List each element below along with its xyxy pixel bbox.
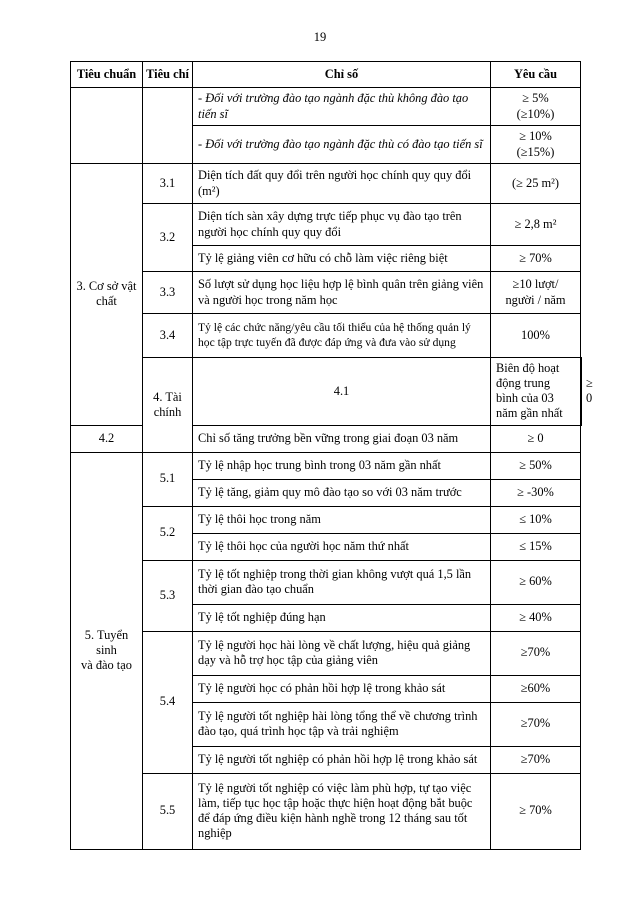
requirement-cell: ≥ 70% xyxy=(491,246,581,272)
indicator-cell: - Đối với trường đào tạo ngành đặc thù không đào tạo tiến sĩ xyxy=(193,88,491,126)
standard-cell: 5. Tuyển sinh và đào tạo xyxy=(71,452,143,849)
requirement-cell: ≥70% xyxy=(491,746,581,773)
indicator-cell: Tỷ lệ tăng, giảm quy mô đào tạo so với 03 năm trước xyxy=(193,479,491,506)
requirement-cell: ≥70% xyxy=(491,702,581,746)
requirement-cell: ≥ 0 xyxy=(491,425,581,452)
indicator-cell: Tỷ lệ giảng viên cơ hữu có chỗ làm việc riêng biệt xyxy=(193,246,491,272)
requirement-cell: ≥ 2,8 m² xyxy=(491,204,581,246)
standard-cell: 3. Cơ sở vật chất xyxy=(71,164,143,426)
table-row xyxy=(71,452,582,479)
requirement-cell: ≥10 lượt/ người / năm xyxy=(491,272,581,314)
table-row xyxy=(71,506,582,533)
indicator-cell: - Đối với trường đào tạo ngành đặc thù có đào tạo tiến sĩ xyxy=(193,126,491,164)
indicator-cell: Tỷ lệ người tốt nghiệp có phản hồi hợp lệ trong khảo sát xyxy=(193,746,491,773)
requirement-cell: ≥60% xyxy=(491,675,581,702)
requirement-cell: 100% xyxy=(491,314,581,358)
indicator-cell: Tỷ lệ người học có phản hồi hợp lệ trong khảo sát xyxy=(193,675,491,702)
criteria-table xyxy=(70,61,593,850)
requirement-cell: ≥ 40% xyxy=(491,604,581,631)
requirement-cell: ≥ 70% xyxy=(491,773,581,849)
header-criterion: Tiêu chí xyxy=(143,62,193,88)
table-row xyxy=(71,88,582,126)
table-row xyxy=(71,164,582,204)
criterion-cell: 5.3 xyxy=(143,560,193,631)
requirement-cell: ≥ -30% xyxy=(491,479,581,506)
page-number: 19 xyxy=(313,30,327,44)
criterion-cell: 3.1 xyxy=(143,164,193,204)
table-row xyxy=(71,272,582,314)
requirement-cell: ≥ 0 xyxy=(581,358,582,426)
indicator-cell: Tỷ lệ tốt nghiệp đúng hạn xyxy=(193,604,491,631)
table-row xyxy=(71,560,582,604)
indicator-cell: Tỷ lệ người học hài lòng về chất lượng, hiệu quả giảng dạy và hỗ trợ học tập của giảng viên xyxy=(193,631,491,675)
indicator-cell: Diện tích sàn xây dựng trực tiếp phục vụ đào tạo trên người học chính quy quy đổi xyxy=(193,204,491,246)
criterion-cell: 4.1 xyxy=(193,358,491,426)
indicator-cell: Số lượt sử dụng học liệu hợp lệ bình quân trên giảng viên và người học trong năm học xyxy=(193,272,491,314)
requirement-cell: ≥ 10% (≥15%) xyxy=(491,126,581,164)
criterion-cell: 5.1 xyxy=(143,452,193,506)
requirement-cell: ≤ 10% xyxy=(491,506,581,533)
table-row xyxy=(71,773,582,849)
requirement-cell: ≥ 5% (≥10%) xyxy=(491,88,581,126)
requirement-cell: ≥70% xyxy=(491,631,581,675)
criterion-cell: 3.2 xyxy=(143,204,193,272)
header-indicator: Chỉ số xyxy=(193,62,491,88)
table-row xyxy=(71,314,582,358)
table-row xyxy=(71,358,582,426)
criterion-cell-continued xyxy=(143,88,193,164)
header-requirement: Yêu cầu xyxy=(491,62,581,88)
standard-cell: 4. Tài chính xyxy=(143,358,193,453)
indicator-cell: Tỷ lệ người tốt nghiệp có việc làm phù hợp, tự tạo việc làm, tiếp tục học tập hoặc thực hiện hoạt động bắt buộc để đáp ứng điều kiện hành nghề trong 12 tháng sau tốt nghiệp xyxy=(193,773,491,849)
header-standard: Tiêu chuẩn xyxy=(71,62,143,88)
requirement-cell: ≥ 60% xyxy=(491,560,581,604)
indicator-cell: Tỷ lệ các chức năng/yêu cầu tối thiểu của hệ thống quản lý học tập trực tuyến đã được đáp ứng và đưa vào sử dụng xyxy=(193,314,491,358)
criterion-cell: 3.4 xyxy=(143,314,193,358)
indicator-cell: Tỷ lệ người tốt nghiệp hài lòng tổng thể về chương trình đào tạo, quá trình học tập và trải nghiệm xyxy=(193,702,491,746)
criterion-cell: 5.4 xyxy=(143,631,193,773)
criterion-cell: 5.2 xyxy=(143,506,193,560)
criterion-cell: 5.5 xyxy=(143,773,193,849)
indicator-cell: Tỷ lệ tốt nghiệp trong thời gian không vượt quá 1,5 lần thời gian đào tạo chuẩn xyxy=(193,560,491,604)
indicator-cell: Diện tích đất quy đổi trên người học chính quy quy đổi (m²) xyxy=(193,164,491,204)
indicator-cell: Tỷ lệ thôi học trong năm xyxy=(193,506,491,533)
requirement-cell: ≥ 50% xyxy=(491,452,581,479)
standard-cell-continued xyxy=(71,88,143,164)
table-row xyxy=(71,204,582,246)
criterion-cell: 3.3 xyxy=(143,272,193,314)
indicator-cell: Biên độ hoạt động trung bình của 03 năm gần nhất xyxy=(491,358,581,426)
table-row xyxy=(71,631,582,675)
indicator-cell: Tỷ lệ thôi học của người học năm thứ nhất xyxy=(193,533,491,560)
requirement-cell: ≤ 15% xyxy=(491,533,581,560)
criterion-cell: 4.2 xyxy=(71,425,143,452)
requirement-cell: (≥ 25 m²) xyxy=(491,164,581,204)
indicator-cell: Tỷ lệ nhập học trung bình trong 03 năm gần nhất xyxy=(193,452,491,479)
table-header-row xyxy=(71,62,582,88)
indicator-cell: Chỉ số tăng trưởng bền vững trong giai đoạn 03 năm xyxy=(193,425,491,452)
